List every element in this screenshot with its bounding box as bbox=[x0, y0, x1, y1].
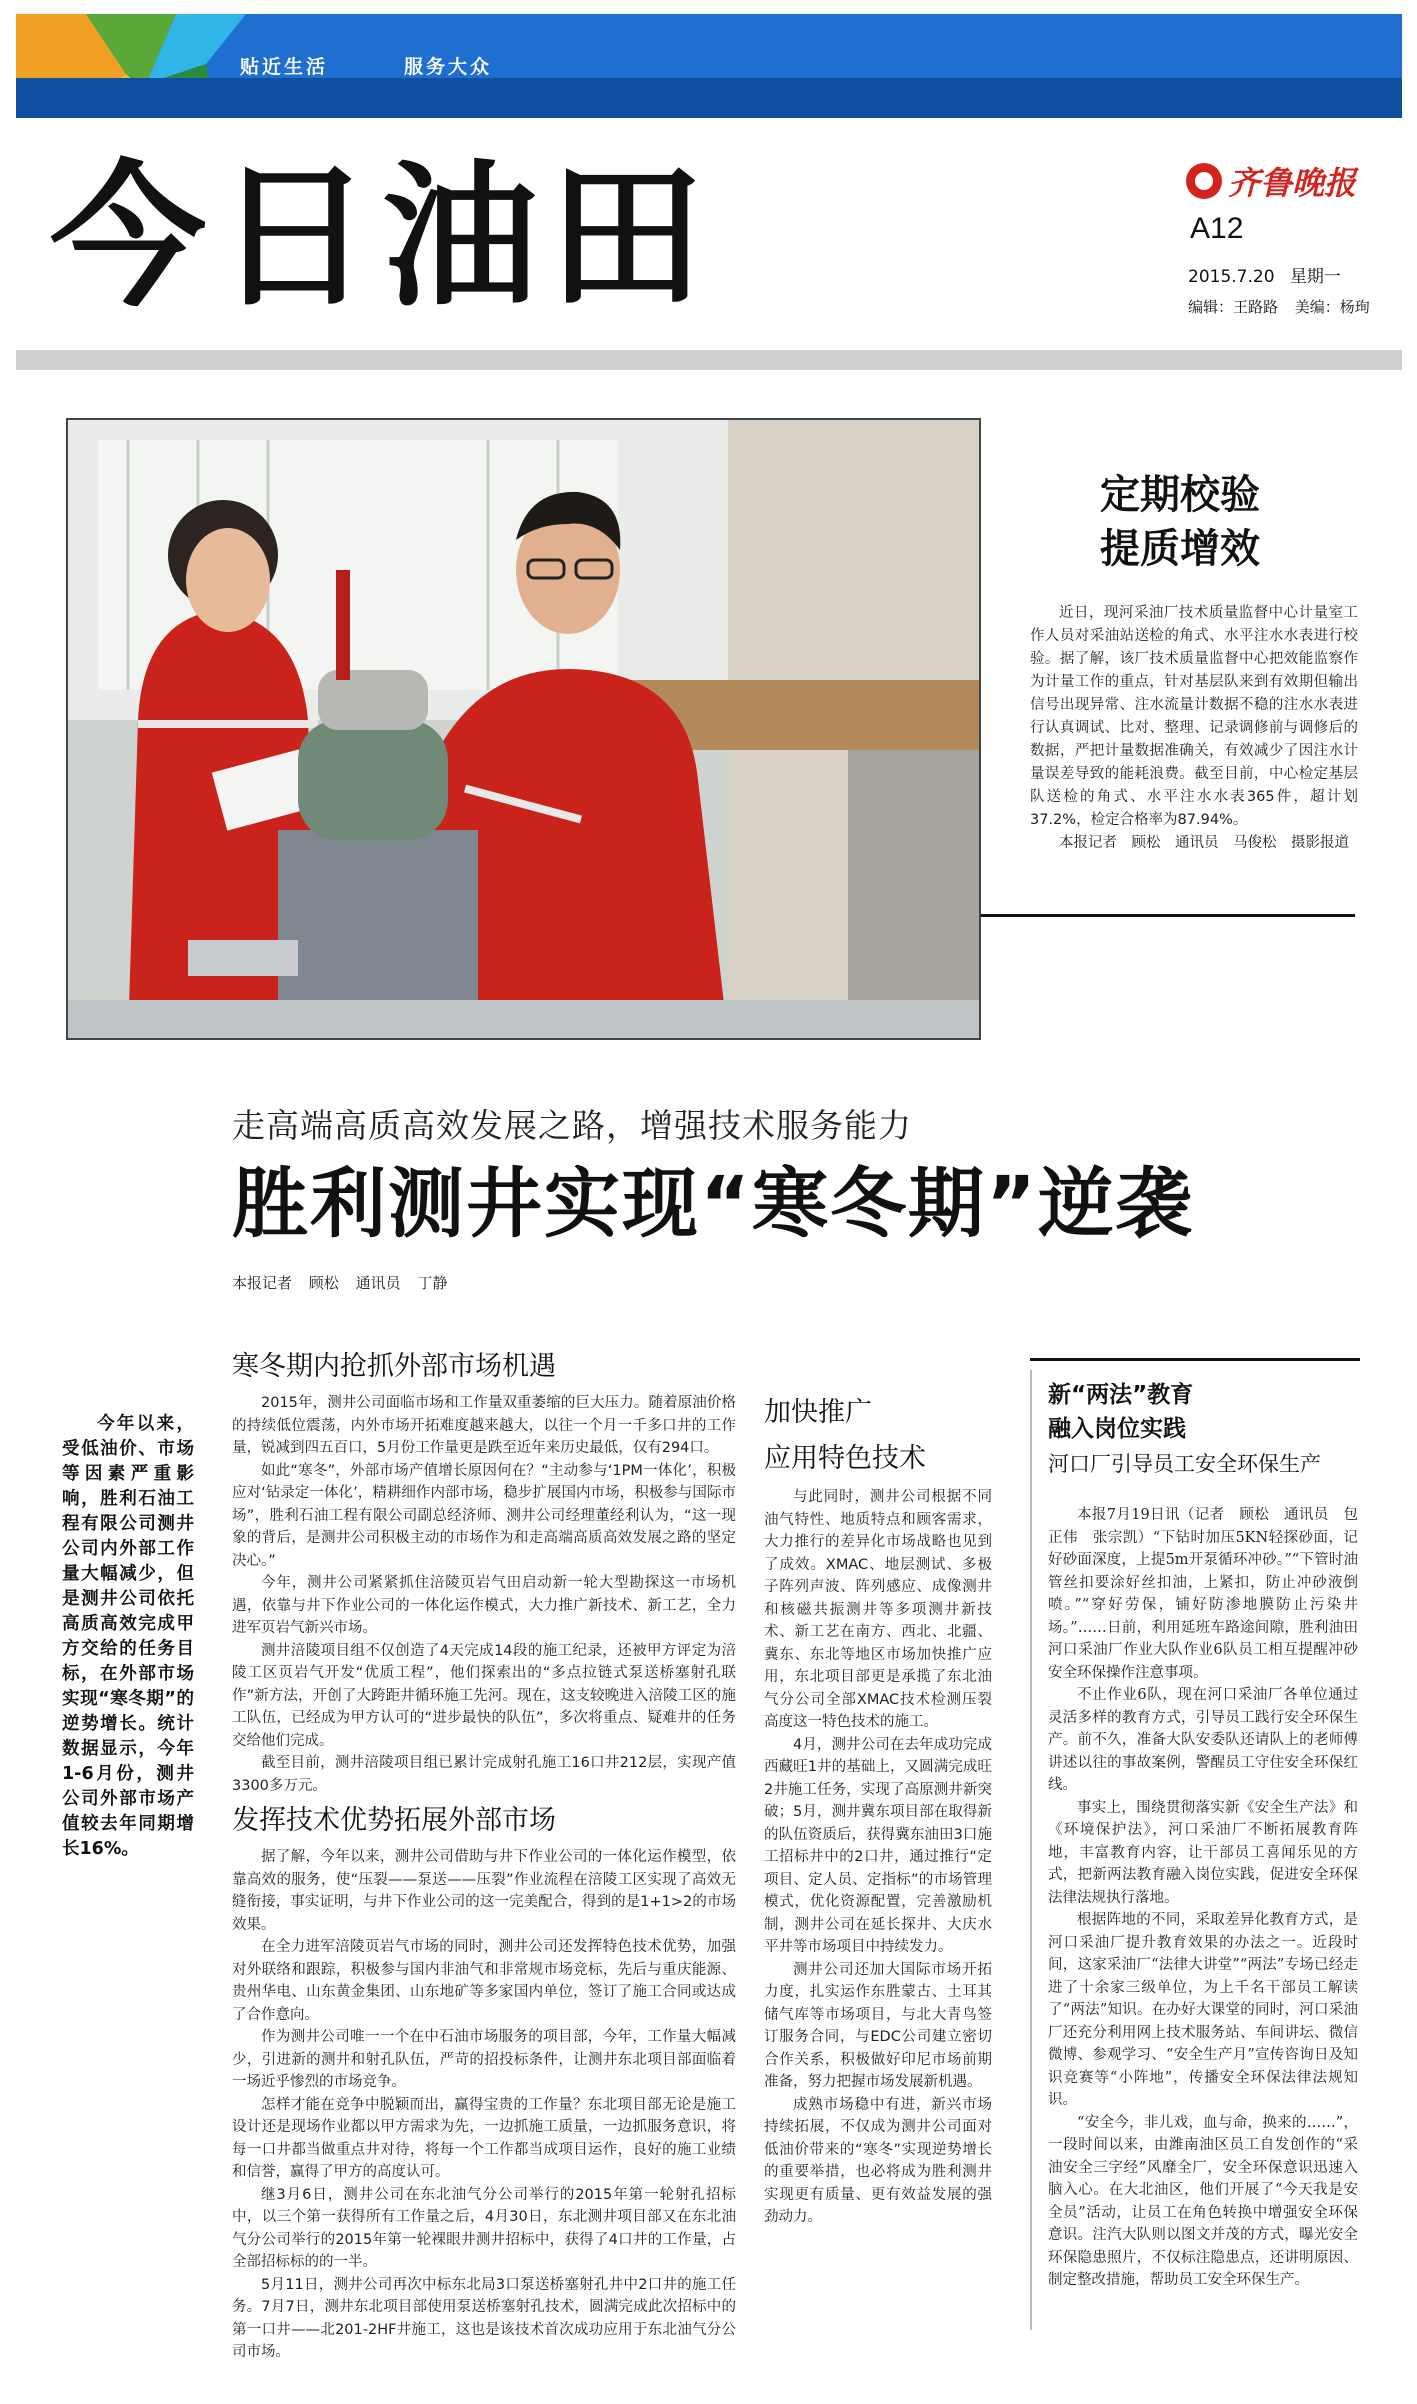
issue-date: 2015.7.20 bbox=[1188, 267, 1275, 287]
byline-correspondent: 丁静 bbox=[417, 1274, 448, 1292]
paragraph: 作为测井公司唯一一个在中石油市场服务的项目部，今年，工作量大幅减少，引进新的测井和射孔队伍，严苛的招投标条件，让测井东北项目部面临着一场近乎惨烈的市场竞争。 bbox=[232, 2029, 736, 2090]
photo-story-title bbox=[1100, 468, 1260, 576]
paragraph: 不止作业6队，现在河口采油厂各单位通过灵活多样的教育方式，引导员工践行安全环保生产。前不久，准备大队安委队还请队上的老师傅讲述以往的事故案例，警醒员工守住安全环保红线。 bbox=[1048, 1687, 1358, 1793]
section-heading: 发挥技术优势拓展外部市场 bbox=[232, 1805, 556, 1836]
byline-role: 通讯员 bbox=[355, 1274, 401, 1292]
paragraph: 4月，测井公司在去年成功完成西藏旺1井的基础上，又圆满完成旺2井施工任务，实现了高原测井新突破；5月，测井冀东项目部在取得新的队伍资质后，获得冀东油田3口施工招标井中的2口井，通过推行“定项目、定人员、定指标”的市场管理模式，优化资源配置，完善激励机制，测井公司在延长探井、大庆水平井等市场项目中持续发力。 bbox=[764, 1736, 992, 1955]
photo-illustration bbox=[68, 420, 979, 1038]
photo-story-body: 近日，现河采油厂技术质量监督中心计量室工作人员对采油站送检的角式、水平注水水表进行校验。据了解，该厂技术质量监督中心把效能监察作为计量工作的重点，针对基层队来到有效期但输出信号出现异常、注水流量计数据不稳的注水水表进行认真调试、比对、整理、记录调修前与调修后的数据，严把计量数据准确关，有效减少了因注水计量误差导致的能耗浪费。截至目前，中心检定基层队送检的角式、水平注水水表365件，超计划37.2%，检定合格率为87.94%。 bbox=[1030, 605, 1358, 828]
news-photo bbox=[66, 418, 981, 1040]
paragraph: 测井涪陵项目组不仅创造了4天完成14段的施工纪录，还被甲方评定为涪陵工区页岩气开发“优质工程”，他们探索出的“多点拉链式泵送桥塞射孔联作”新方法，开创了大跨距井循环施工先河。现在，这支较晚进入涪陵工区的施工队伍，已经成为甲方认可的“进步最快的队伍”，多次将重点、疑难井的任务交给他们完成。 bbox=[232, 1642, 736, 1749]
section-body bbox=[232, 1392, 736, 1797]
paragraph: “安全今，非儿戏，血与命，换来的……”，一段时间以来，由潍南油区员工自发创作的“采油安全三字经”风靡全厂，安全环保意识迅速入脑入心。在大北油区，他们开展了“今天我是安全员”活动，让员工在角色转换中增强安全环保意识。注汽大队则以图文并茂的方式，曝光安全环保隐患照片，不仅标注隐患点，还讲明原因、制定整改措施，帮助员工安全环保生产。 bbox=[1048, 2114, 1358, 2288]
paragraph: 在全力进军涪陵页岩气市场的同时，测井公司还发挥特色技术优势，加强对外联络和跟踪，积极参与国内非油气和非常规市场竞标，先后与重庆能源、贵州华电、山东黄金集团、山东地矿等多家国内单位，签订了施工合同或达成了合作意向。 bbox=[232, 1939, 736, 2023]
paragraph: 事实上，围绕贯彻落实新《安全生产法》和《环境保护法》，河口采油厂不断拓展教育阵地，丰富教育内容，让干部员工喜闻乐见的方式，把新两法教育融入岗位实践，促进安全环保法律法规执行落地。 bbox=[1048, 1799, 1358, 1906]
issue-weekday: 星期一 bbox=[1289, 267, 1341, 287]
section-heading bbox=[764, 1390, 926, 1482]
side-story-title bbox=[1048, 1378, 1193, 1446]
paragraph: 5月11日，测井公司再次中标东北局3口泵送桥塞射孔井中2口井的施工任务。7月7日，测井东北项目部使用泵送桥塞射孔技术，圆满完成此次招标中的第一口井——北201-2HF井施工，这也是该技术首次成功应用于东北油气分公司市场。 bbox=[232, 2276, 736, 2360]
logo-mark-icon bbox=[1186, 163, 1222, 199]
page-title: 今日油田 bbox=[50, 146, 714, 328]
paragraph: 怎样才能在竞争中脱颖而出，赢得宝贵的工作量？东北项目部无论是施工设计还是现场作业都以甲方需求为先，一边抓施工质量，一边抓服务意识，将每一口井都当做重点井对待，将每一个工作都当成项目运作，良好的施工业绩和信誉，赢得了甲方的高度认可。 bbox=[232, 2096, 736, 2180]
side-story-subtitle: 河口厂引导员工安全环保生产 bbox=[1048, 1452, 1321, 1476]
dateline bbox=[1188, 262, 1351, 287]
paragraph: 与此同时，测井公司根据不同油气特性、地质特点和顾客需求，大力推行的差异化市场战略也见到了成效。XMAC、地层测试、多极子阵列声波、阵列感应、成像测井和核磁共振测井等多项测井新技术、新工艺在南方、西北、北疆、冀东、东北等地区市场加快推广应用，东北项目部更是承揽了东北油气分公司全部XMAC技术检测压裂高度这一特色技术的施工。 bbox=[764, 1489, 992, 1730]
byline-reporter: 顾松 bbox=[308, 1274, 339, 1292]
side-story-body bbox=[1048, 1504, 1358, 2292]
designer: 美编：杨珣 bbox=[1294, 298, 1370, 316]
banner-slogan-2: 服务大众 bbox=[404, 56, 493, 78]
paragraph: 截至目前，测井涪陵项目组已累计完成射孔施工16口井212层，实现产值3300多万元。 bbox=[232, 1755, 736, 1794]
byline-role: 本报记者 bbox=[232, 1274, 293, 1292]
side-story-title-line-2: 融入岗位实践 bbox=[1048, 1416, 1186, 1442]
paragraph: 测井公司还加大国际市场开拓力度，扎实运作东胜蒙古、土耳其储气库等市场项目，与北大青鸟签订服务合同，与EDC公司建立密切合作关系，积极做好印尼市场前期准备，努力把握市场发展新机遇。 bbox=[764, 1961, 992, 2090]
masthead-rule bbox=[16, 350, 1402, 370]
photo-story-title-line-2: 提质增效 bbox=[1100, 526, 1260, 572]
editor: 编辑：王路路 bbox=[1188, 298, 1279, 316]
paragraph: 继3月6日，测井公司在东北油气分公司举行的2015年第一轮射孔招标中，以三个第一获得所有工作量之后，4月30日，东北测井项目部又在东北油气分公司举行的2015年第一轮裸眼井测井招标中，获得了4口井的工作量，占全部招标标的的一半。 bbox=[232, 2186, 736, 2270]
section-heading: 寒冬期内抢抓外部市场机遇 bbox=[232, 1351, 556, 1382]
main-story-lead: 今年以来，受低油价、市场等因素严重影响，胜利石油工程有限公司测井公司内外部工作量大幅减少，但是测井公司依托高质高效完成甲方交给的任务目标，在外部市场实现“寒冬期”的逆势增长。统计数据显示，今年1-6月份，测井公司外部市场产值较去年同期增长16%。 bbox=[62, 1414, 194, 1859]
side-story-top-rule bbox=[1030, 1358, 1360, 1361]
main-story-headline: 胜利测井实现“寒冬期”逆袭 bbox=[232, 1159, 1194, 1248]
top-banner bbox=[16, 14, 1402, 118]
paragraph: 今年，测井公司紧紧抓住涪陵页岩气田启动新一轮大型勘探这一市场机遇，依靠与井下作业公司的一体化运作模式，大力推广新技术、新工艺，全力进军页岩气新兴市场。 bbox=[232, 1575, 736, 1636]
paragraph: 2015年，测井公司面临市场和工作量双重萎缩的巨大压力。随着原油价格的持续低位震荡，内外市场开拓难度越来越大，以往一个月一千多口井的工作量，锐减到四五百口，5月份工作量更是跌至近年来历史最低，仅有294口。 bbox=[232, 1395, 736, 1456]
main-story-kicker: 走高端高质高效发展之路，增强技术服务能力 bbox=[232, 1106, 912, 1145]
photo-story-rule bbox=[981, 914, 1355, 917]
section-body bbox=[764, 1486, 992, 2229]
column-rule bbox=[1030, 1370, 1032, 2330]
page-number: A12 bbox=[1190, 212, 1244, 245]
side-story-title-line-1: 新“两法”教育 bbox=[1048, 1382, 1194, 1408]
banner-slogan-1: 贴近生活 bbox=[240, 56, 329, 78]
paragraph: 根据阵地的不同，采取差异化教育方式，是河口采油厂提升教育效果的办法之一。近段时间，这家采油厂“法律大讲堂”“两法”专场已经走进了十余家三级单位，为上千名干部员工解读了“两法”知识。在办好大课堂的同时，河口采油厂还充分利用网上技术服务站、车间讲坛、微信微博、参观学习、“安全生产月”宣传咨询日及知识竞赛等“小阵地”，传播安全环保法律法规知识。 bbox=[1048, 1912, 1358, 2108]
newspaper-logo bbox=[1186, 158, 1356, 204]
paragraph: 据了解，今年以来，测井公司借助与井下作业公司的一体化运作模型，依靠高效的服务，使“压裂——泵送——压裂”作业流程在涪陵工区实现了高效无缝衔接，事实证明，与井下作业公司的这一完美配合，得到的是1+1>2的市场效果。 bbox=[232, 1849, 736, 1933]
paragraph: 如此“寒冬”，外部市场产值增长原因何在？“主动参与‘1PM一体化’，积极应对‘钻录定一体化’，精耕细作内部市场，稳步扩展国内市场，积极参与国际市场”，胜利石油工程有限公司副总经济师、测井公司经理董经利认为，“这一现象的背后，是测井公司积极主动的市场作为和走高端高质高效发展之路的坚定决心。” bbox=[232, 1462, 736, 1569]
editor-credits bbox=[1188, 296, 1382, 317]
photo-story-title-line-1: 定期校验 bbox=[1100, 472, 1260, 518]
section-heading-line-2: 应用特色技术 bbox=[764, 1443, 926, 1474]
newspaper-name: 齐鲁晚报 bbox=[1228, 164, 1357, 202]
paragraph: 成熟市场稳中有进，新兴市场持续拓展，不仅成为测井公司面对低油价带来的“寒冬”实现逆势增长的重要举措，也必将成为胜利测井实现更有质量、更有效益发展的强劲动力。 bbox=[764, 2096, 992, 2225]
section-body bbox=[232, 1846, 736, 2364]
banner-band bbox=[16, 78, 1402, 118]
main-story-byline bbox=[232, 1272, 459, 1293]
section-heading-line-1: 加快推广 bbox=[764, 1397, 872, 1428]
photo-story-credit: 本报记者 顾松 通讯员 马俊松 摄影报道 bbox=[1059, 835, 1349, 851]
paragraph: 本报7月19日讯（记者 顾松 通讯员 包正伟 张宗凯）“下钻时加压5KN轻探砂面，记好砂面深度，上提5m开泵循环冲砂。”“下管时油管丝扣要涂好丝扣油，上紧扣，防止冲砂液倒喷。”“穿好劳保，铺好防渗地膜防止污染井场。”……日前，利用延班车路途间隙，胜利油田河口采油厂作业大队作业6队员工相互提醒冲砂安全环保操作注意事项。 bbox=[1048, 1507, 1358, 1681]
